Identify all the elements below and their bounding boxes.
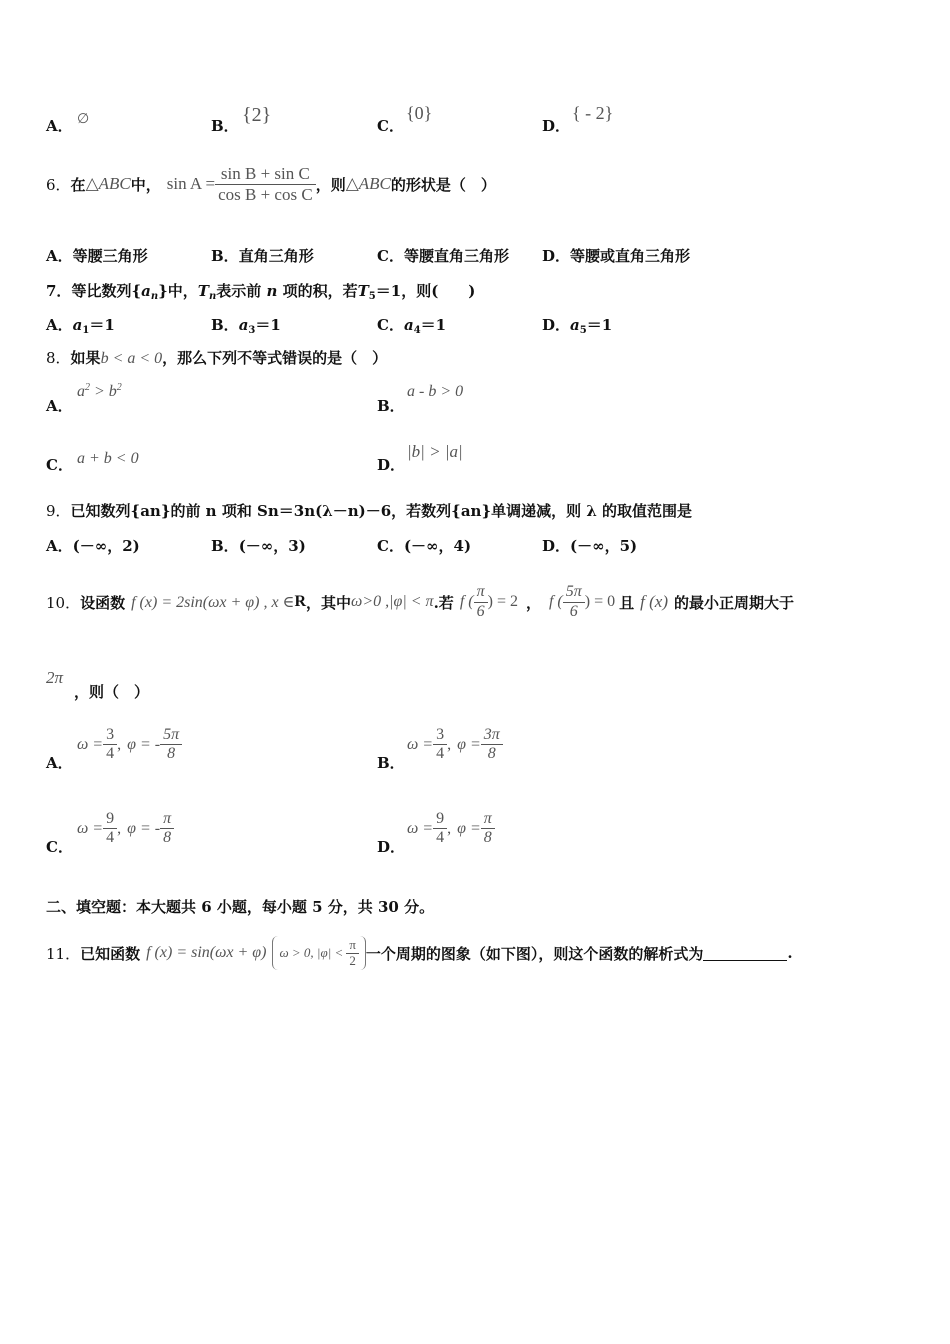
q5-option-b-value: {2} — [242, 104, 272, 126]
question-number: 7． — [46, 282, 72, 300]
q5-option-c — [377, 115, 404, 136]
var-a: a — [72, 316, 83, 334]
q5-option-c-value: {0} — [406, 103, 433, 123]
q9-option-b — [211, 535, 306, 556]
q8-text: 如果 — [70, 349, 101, 367]
q11-text: . — [787, 944, 793, 962]
q10-condition: ω>0 ,|φ| < π — [351, 593, 434, 610]
q10-stem-line2 — [46, 668, 63, 688]
q10-option-c: C． — [46, 838, 73, 856]
q5-option-b — [211, 115, 239, 136]
q6-option-d — [542, 245, 690, 266]
question-number: 6． — [46, 175, 71, 194]
q6-option-b — [211, 245, 314, 266]
option-text: 直角三角形 — [238, 247, 314, 265]
q10-option-c-expr: ω = $\frac{9}{4}$ , φ = - $\frac{\pi}{8}$ — [77, 810, 174, 848]
option-text: (－∞，2) — [72, 537, 140, 555]
q7-text: 项的积，若 — [282, 282, 358, 300]
q10-text: 且 — [619, 593, 635, 612]
option-label: D． — [542, 316, 571, 334]
q10-option-a-expr: ω = $\frac{3}{4}$ , φ = - $\frac{5\pi}{8}$ — [77, 726, 182, 764]
numerator: π — [160, 810, 174, 829]
option-label: D． — [542, 537, 571, 555]
sub-n: n — [150, 291, 159, 302]
option-text: ＝1 — [89, 316, 115, 334]
subscript: 3 — [248, 325, 256, 336]
sub-n: n — [208, 291, 217, 302]
q11-text: 一个周期的图象（如下图），则这个函数的解析式为 — [365, 944, 704, 963]
question-number: 9． — [46, 502, 71, 520]
q8-option-a-expr: $a^2 > b^2$ — [77, 382, 122, 400]
subscript: 1 — [82, 325, 90, 336]
subscript: 5 — [579, 325, 587, 336]
denominator: 4 — [106, 745, 115, 763]
numerator: π — [474, 583, 488, 602]
option-text: (－∞，5) — [570, 537, 638, 555]
q10-option-b-expr: ω = $\frac{3}{4}$ , φ = $\frac{3\pi}{8}$ — [407, 726, 503, 764]
option-label: B． — [211, 247, 239, 265]
option-text: 等腰或直角三角形 — [570, 247, 691, 265]
f-open: f ( — [548, 593, 563, 610]
numerator: 3 — [433, 726, 447, 745]
option-text: 等腰直角三角形 — [403, 247, 509, 265]
option-label: A． — [46, 316, 73, 334]
q10-frac-5pi-6 — [563, 583, 585, 621]
f-open: f ( — [459, 593, 474, 610]
q10-function: f (x) = 2sin(ωx + φ) , x ∈ — [131, 594, 295, 611]
q6-option-c — [377, 245, 509, 266]
q10-option-b: B． — [377, 754, 405, 772]
q11-text: 已知函数 — [80, 944, 141, 963]
var-t: T — [197, 282, 209, 300]
option-label: C． — [377, 117, 404, 135]
numerator: 9 — [433, 810, 447, 829]
var-n: n — [266, 282, 278, 300]
q7-option-a — [46, 314, 115, 336]
var-a: a — [141, 282, 151, 300]
option-label: A． — [46, 537, 73, 555]
q6-text: 的形状是（ ） — [390, 175, 496, 194]
q10-frac-pi-6 — [474, 583, 488, 621]
option-label: A． — [46, 247, 73, 265]
numerator: 9 — [103, 810, 117, 829]
q11-stem — [46, 922, 793, 984]
numerator: π — [481, 810, 495, 829]
q5-option-d-value: { - 2} — [572, 103, 614, 123]
phi-sign: φ = - — [127, 819, 161, 837]
option-text: 等腰三角形 — [72, 247, 148, 265]
option-label: D． — [542, 247, 571, 265]
denominator: 8 — [163, 829, 172, 847]
answer-blank[interactable] — [703, 946, 787, 961]
q6-text: ，则 — [315, 175, 346, 194]
q7-text: 等比数列{ — [71, 282, 142, 300]
numerator: sin B + sin C — [215, 164, 316, 185]
q9-stem — [46, 500, 692, 521]
q10-text: ，其中 — [306, 593, 352, 612]
q8-text: ，那么下列不等式错误的是（ ） — [162, 349, 388, 367]
q8-option-d-expr: |b| > |a| — [407, 442, 463, 461]
option-label: C． — [377, 537, 404, 555]
eq-0: ) = 0 — [584, 593, 616, 610]
option-label: C． — [377, 316, 404, 334]
q7-text: ＝1，则( ) — [375, 282, 476, 300]
q8-condition: b < a < 0 — [100, 350, 163, 367]
q7-option-c — [377, 314, 446, 336]
denominator: 2 — [349, 952, 356, 968]
option-label: B． — [211, 117, 239, 135]
question-number: 11． — [46, 944, 81, 963]
denominator: cos B + cos C — [218, 184, 313, 204]
q5-option-a-value: ∅ — [77, 112, 90, 127]
option-text: ＝1 — [420, 316, 447, 334]
q7-text: }中， — [158, 282, 198, 300]
q7-stem — [46, 280, 475, 302]
q9-text: 已知数列{an}的前 n 项和 Sn＝3n(λ－n)－6，若数列{an}单调递减，则 λ 的取值范围是 — [70, 502, 693, 520]
denominator: 8 — [167, 745, 176, 763]
subscript: 4 — [413, 325, 421, 336]
q7-option-d — [542, 314, 612, 336]
q11-function: f (x) = sin(ωx + φ) — [146, 944, 267, 961]
q7-option-b — [211, 314, 281, 336]
denominator: 4 — [436, 745, 445, 763]
q9-option-d — [542, 535, 637, 556]
q11-condition — [272, 936, 365, 971]
phi-sign: φ = — [457, 819, 481, 837]
q5-option-a — [46, 115, 73, 136]
q10-ze: ，则（ ） — [74, 683, 150, 701]
q8-stem — [46, 347, 387, 368]
q10-stem — [46, 568, 794, 636]
option-label: B． — [211, 316, 239, 334]
q10-option-d-expr: ω = $\frac{9}{4}$ , φ = $\frac{\pi}{8}$ — [407, 810, 495, 848]
numerator: π — [346, 938, 359, 954]
denominator: 6 — [476, 602, 485, 620]
phi-sign: φ = — [457, 735, 481, 753]
option-label: B． — [211, 537, 239, 555]
numerator: 5π — [563, 583, 585, 602]
q8-option-c: C． — [46, 456, 73, 474]
q9-option-c — [377, 535, 471, 556]
q10-text: 的最小正周期大于 — [674, 593, 795, 612]
real-set: R — [294, 593, 306, 610]
q8-option-b: B． — [377, 397, 405, 415]
numerator: 3π — [481, 726, 503, 745]
denominator: 6 — [569, 602, 578, 620]
q6-fraction — [215, 164, 316, 204]
var-a: a — [238, 316, 249, 334]
var-a: a — [570, 316, 580, 334]
q10-text: 设函数 — [80, 593, 126, 612]
option-text: (－∞，4) — [403, 537, 472, 555]
question-number: 10． — [46, 593, 81, 612]
option-label: D． — [542, 117, 571, 135]
triangle-abc: △ABC — [345, 174, 391, 193]
q8-option-d: D． — [377, 456, 406, 474]
numerator: 5π — [160, 726, 182, 745]
two-pi: 2π — [46, 668, 64, 687]
var-a: a — [403, 316, 414, 334]
denominator: 8 — [487, 745, 496, 763]
q6-option-a — [46, 245, 148, 266]
section-title: 二、填空题：本大题共 6 小题，每小题 5 分，共 30 分。 — [46, 898, 435, 916]
denominator: 4 — [436, 829, 445, 847]
q10-text: ， — [525, 593, 541, 612]
option-text: ＝1 — [255, 316, 281, 334]
condition-text: ω > 0, |φ| < — [279, 945, 344, 960]
denominator: 4 — [106, 829, 115, 847]
denominator: 8 — [483, 829, 492, 847]
q6-text: 在 — [70, 175, 86, 194]
q6-stem — [46, 159, 496, 209]
q5-option-d — [542, 115, 570, 136]
phi-sign: φ = - — [127, 735, 161, 753]
q6-text: 中， — [130, 175, 161, 194]
numerator: 3 — [103, 726, 117, 745]
var-t: T — [357, 282, 369, 300]
q10-text: .若 — [433, 593, 454, 612]
option-text: ＝1 — [586, 316, 613, 334]
q9-option-a — [46, 535, 140, 556]
q8-option-a: A． — [46, 397, 73, 415]
f-x: f (x) — [640, 592, 668, 611]
sin-a: sin A = — [166, 174, 216, 193]
sub-5: 5 — [368, 291, 376, 302]
question-number: 8． — [46, 349, 71, 367]
q8-option-b-expr: a - b > 0 — [407, 383, 464, 400]
q10-option-d: D． — [377, 838, 406, 856]
eq-2: ) = 2 — [487, 593, 518, 610]
option-label: C． — [377, 247, 404, 265]
option-label: A． — [46, 117, 73, 135]
triangle-abc: △ABC — [85, 174, 131, 193]
option-text: (－∞，3) — [238, 537, 306, 555]
q7-text: 表示前 — [216, 282, 262, 300]
q10-option-a: A． — [46, 754, 73, 772]
q8-option-c-expr: a + b < 0 — [77, 450, 139, 467]
